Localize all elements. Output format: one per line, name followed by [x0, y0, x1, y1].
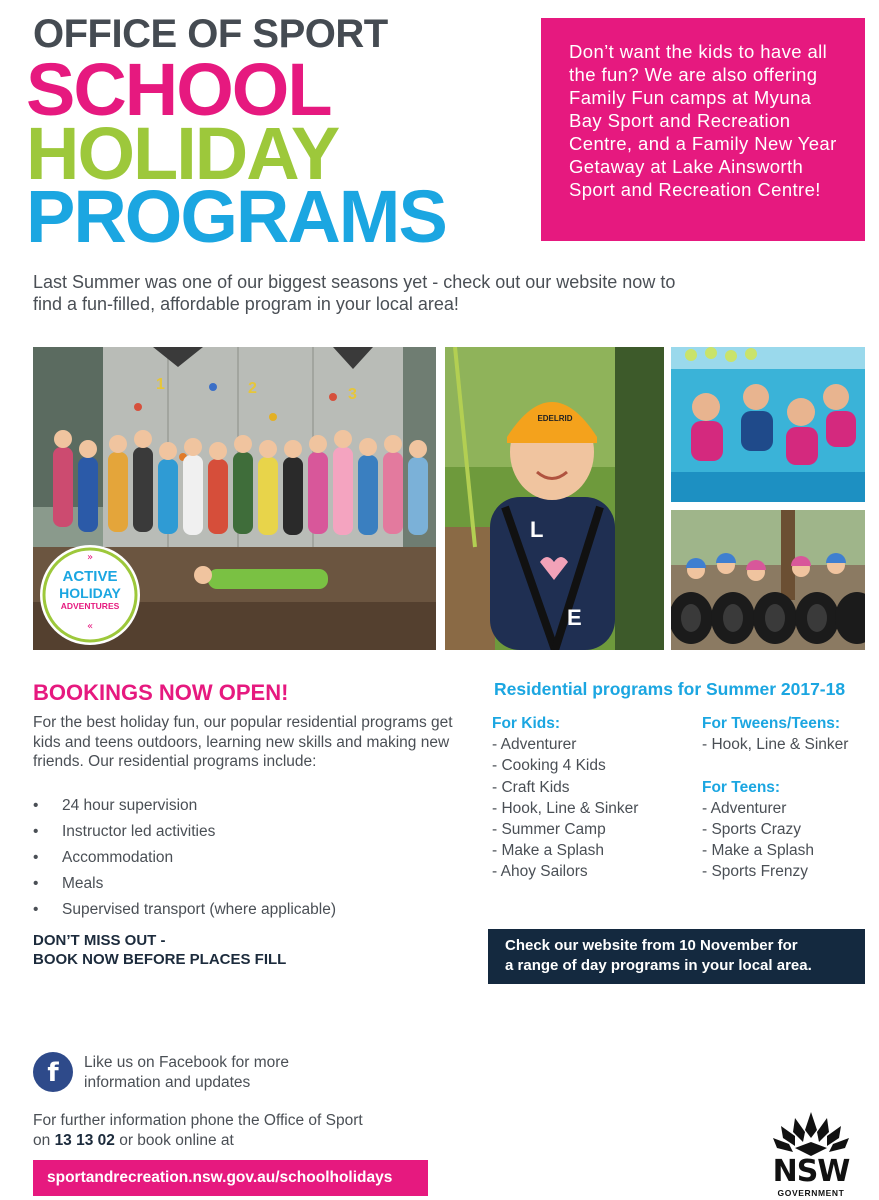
phone-info — [33, 1111, 433, 1151]
wall-number-2: 2 — [248, 380, 257, 397]
phone-line-1: For further information phone the Office of Sport — [33, 1112, 363, 1129]
svg-text:«: « — [86, 621, 94, 632]
school-title: SCHOOL — [26, 48, 331, 131]
teens-programs-column — [702, 713, 872, 883]
phone-on: on — [33, 1132, 55, 1149]
badge-active: ACTIVE — [62, 568, 118, 585]
day-programs-line-1: Check our website from 10 November for — [505, 937, 798, 954]
phone-post: or book online at — [114, 1132, 234, 1149]
svg-text:»: » — [86, 552, 94, 563]
teens-subheading: For Teens: — [702, 778, 781, 796]
active-holiday-adventures-badge — [38, 543, 142, 647]
tweens-subheading: For Tweens/Teens: — [702, 715, 841, 732]
wall-number-3: 3 — [348, 386, 357, 403]
family-camps-promo — [541, 18, 865, 241]
list-item: - Hook, Line & Sinker — [492, 799, 639, 817]
facebook-line-1: Like us on Facebook for more — [84, 1054, 290, 1071]
list-item: - Summer Camp — [492, 821, 606, 839]
phone-line-2 — [33, 1131, 433, 1151]
holiday-title: HOLIDAY — [26, 112, 339, 195]
residential-heading: Residential programs for Summer 2017-18 — [494, 679, 846, 699]
badge-adventures: ADVENTURES — [60, 601, 120, 611]
phone-number[interactable]: 13 13 02 — [54, 1132, 115, 1149]
cta-line-2: BOOK NOW BEFORE PLACES FILL — [33, 951, 287, 968]
nsw-government-logo — [765, 1108, 857, 1200]
bullet: • — [33, 823, 39, 840]
waratah-icon — [765, 1108, 857, 1158]
cta-line-1: DON’T MISS OUT - — [33, 932, 166, 949]
facebook-icon[interactable]: f — [33, 1052, 73, 1092]
list-item — [33, 848, 453, 874]
nsw-logo-government: GOVERNMENT — [777, 1188, 845, 1198]
tyre-obstacle-photo — [671, 510, 865, 650]
day-programs-line-2: a range of day programs in your local area. — [505, 957, 812, 974]
features-list — [33, 796, 453, 926]
list-item — [33, 874, 453, 900]
underwater-kids-photo — [671, 347, 865, 502]
kids-subheading: For Kids: — [492, 715, 561, 732]
badge-holiday: HOLIDAY — [59, 585, 121, 601]
list-item — [33, 900, 453, 926]
bookings-heading: BOOKINGS NOW OPEN! — [33, 680, 289, 705]
list-item: - Sports Frenzy — [702, 863, 808, 881]
helmet-brand: EDELRID — [537, 414, 573, 423]
shirt-letter-l: L — [530, 517, 544, 542]
bullet: • — [33, 797, 39, 814]
nsw-logo-word: NSW — [772, 1154, 850, 1189]
list-item: - Sports Crazy — [702, 821, 802, 838]
facebook-line-2: information and updates — [84, 1074, 251, 1091]
feature-text: Supervised transport (where applicable) — [62, 901, 336, 918]
bullet: • — [33, 901, 39, 918]
office-of-sport-title: OFFICE OF SPORT — [33, 12, 388, 56]
kids-programs-column — [492, 713, 692, 883]
list-item: - Ahoy Sailors — [492, 863, 588, 881]
feature-text: Accommodation — [62, 849, 174, 866]
list-item: - Cooking 4 Kids — [492, 757, 606, 775]
feature-text: 24 hour supervision — [62, 797, 198, 814]
feature-text: Meals — [62, 875, 104, 892]
intro-paragraph: Last Summer was one of our biggest seasons yet - check out our website now to find a fun-filled, affordable program in your local area! — [33, 272, 676, 314]
family-camps-text: Don’t want the kids to have all the fun? We are also offering Family Fun camps at Myuna Bay Sport and Recreation Centre, and a Family New Year Getaway at Lake Ainsworth Sport and Recreation Centre! — [569, 41, 837, 200]
list-item: - Craft Kids — [492, 778, 570, 796]
list-item: - Hook, Line & Sinker — [702, 736, 849, 754]
list-item: - Make a Splash — [492, 842, 604, 860]
list-item — [33, 796, 453, 822]
shirt-letter-e: E — [567, 605, 582, 630]
feature-text: Instructor led activities — [62, 823, 216, 840]
helmet-girl-photo — [445, 347, 664, 650]
wall-number-1: 1 — [156, 376, 165, 393]
list-item: - Adventurer — [492, 736, 577, 754]
website-link[interactable]: sportandrecreation.nsw.gov.au/schoolholidays — [33, 1160, 428, 1196]
programs-title: PROGRAMS — [26, 175, 446, 258]
bullet: • — [33, 849, 39, 866]
list-item: - Make a Splash — [702, 842, 814, 860]
dont-miss-out-cta — [33, 931, 286, 969]
list-item: - Adventurer — [702, 799, 787, 817]
day-programs-notice — [488, 929, 865, 984]
facebook-text — [84, 1053, 344, 1093]
bullet: • — [33, 875, 39, 892]
list-item — [33, 822, 453, 848]
bookings-paragraph: For the best holiday fun, our popular residential programs get kids and teens outdoors, learning new skills and making new friends. Our residential programs include: — [33, 714, 453, 770]
